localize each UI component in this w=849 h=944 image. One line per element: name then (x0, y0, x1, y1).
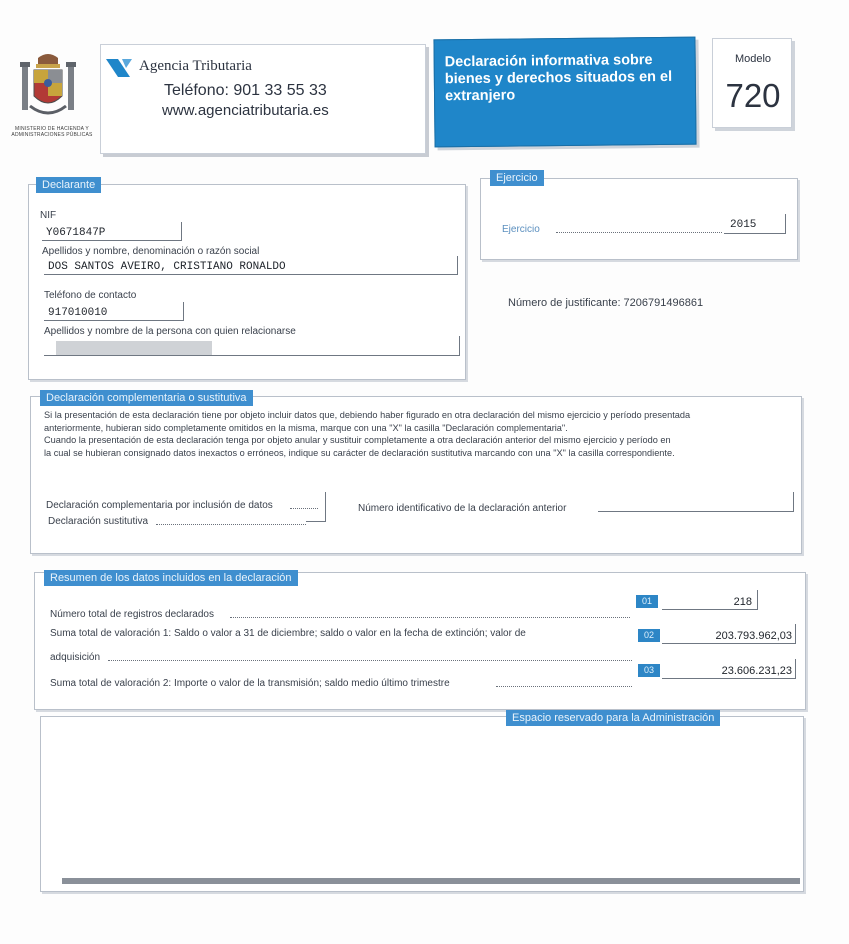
modelo-label: Modelo (734, 53, 772, 65)
resumen-label-2b: adquisición (50, 652, 101, 663)
phone-label: Teléfono de contacto (44, 290, 137, 301)
complementaria-label: Declaración complementaria por inclusión de datos (46, 500, 273, 511)
complementaria-line-3: Cuando la presentación de esta declaración tenga por objeto anular y sustituir completamente a otra declaración anterior del mismo ejercicio y período en (44, 435, 671, 445)
resumen-dots-3 (496, 686, 632, 687)
complementaria-title: Declaración complementaria o sustitutiva (40, 390, 253, 406)
ejercicio-label: Ejercicio (502, 224, 540, 235)
sustitutiva-dots (156, 524, 306, 525)
ejercicio-dots (556, 232, 722, 233)
ministry-name: MINISTERIO DE HACIENDA Y ADMINISTRACIONES PÚBLICAS (11, 126, 93, 138)
anterior-label: Número identificativo de la declaración anterior (358, 503, 567, 514)
box-03: 03 (638, 664, 660, 677)
box-01: 01 (636, 595, 658, 608)
ejercicio-title: Ejercicio (490, 170, 544, 186)
valoracion2-value: 23.606.231,23 (721, 665, 792, 677)
redacted-contact (56, 341, 212, 355)
complementaria-checkbox[interactable] (306, 492, 326, 522)
resumen-title: Resumen de los datos incluidos en la declaración (44, 570, 298, 586)
resumen-dots-1 (230, 617, 630, 618)
sustitutiva-label: Declaración sustitutiva (48, 516, 149, 527)
registros-value: 218 (733, 596, 752, 608)
valoracion1-value: 203.793.962,03 (715, 630, 792, 642)
administracion-bottom-bar (62, 878, 800, 884)
complementaria-line-2: anteriormente, hubieran sido completamente omitidos en la misma, marque con una "X" la casilla "Declaración complementaria". (44, 422, 568, 433)
complementaria-line-4: la cual se hubieran consignado datos inexactos o erróneos, indique su carácter de declaración sustitutiva marcando con una "X" la casilla correspondiente. (44, 447, 675, 458)
resumen-label-3: Suma total de valoración 2: Importe o valor de la transmisión; saldo medio último trimestre (50, 678, 450, 689)
administracion-section (40, 716, 804, 892)
complementaria-line-1: Si la presentación de esta declaración tiene por objeto incluir datos que, debiendo haber figurado en otra declaración del mismo ejercicio y período presentada (44, 410, 691, 420)
resumen-dots-2 (108, 660, 632, 661)
agency-website: www.agenciatributaria.es (162, 102, 329, 119)
agency-name: Agencia Tributaria (139, 58, 252, 74)
nif-label: NIF (40, 210, 57, 221)
box-02: 02 (638, 629, 660, 642)
justificante: Número de justificante: 7206791496861 (508, 297, 704, 309)
form-title: Declaración informativa sobre bienes y derechos situados en el extranjero (444, 52, 673, 105)
nif-value: Y0671847P (46, 227, 106, 239)
phone-value: 917010010 (48, 307, 108, 319)
modelo-number: 720 (725, 77, 781, 114)
name-label: Apellidos y nombre, denominación o razón social (42, 246, 260, 257)
coat-of-arms-icon (20, 52, 76, 126)
modelo-box (712, 38, 792, 128)
ejercicio-value: 2015 (730, 219, 757, 231)
resumen-label-1: Número total de registros declarados (50, 609, 214, 620)
form-title-box (433, 37, 696, 148)
administracion-title: Espacio reservado para la Administración (506, 710, 720, 726)
resumen-label-2: Suma total de valoración 1: Saldo o valor a 31 de diciembre; saldo o valor en la fecha de extinción; valor de (50, 628, 526, 639)
agencia-tributaria-logo-icon (104, 55, 134, 81)
contact-label: Apellidos y nombre de la persona con quien relacionarse (44, 326, 296, 337)
agency-phone: Teléfono: 901 33 55 33 (164, 82, 327, 99)
anterior-field[interactable] (598, 492, 794, 512)
complementaria-text (44, 409, 794, 459)
name-value: DOS SANTOS AVEIRO, CRISTIANO RONALDO (48, 261, 286, 273)
declarante-title: Declarante (36, 177, 101, 193)
